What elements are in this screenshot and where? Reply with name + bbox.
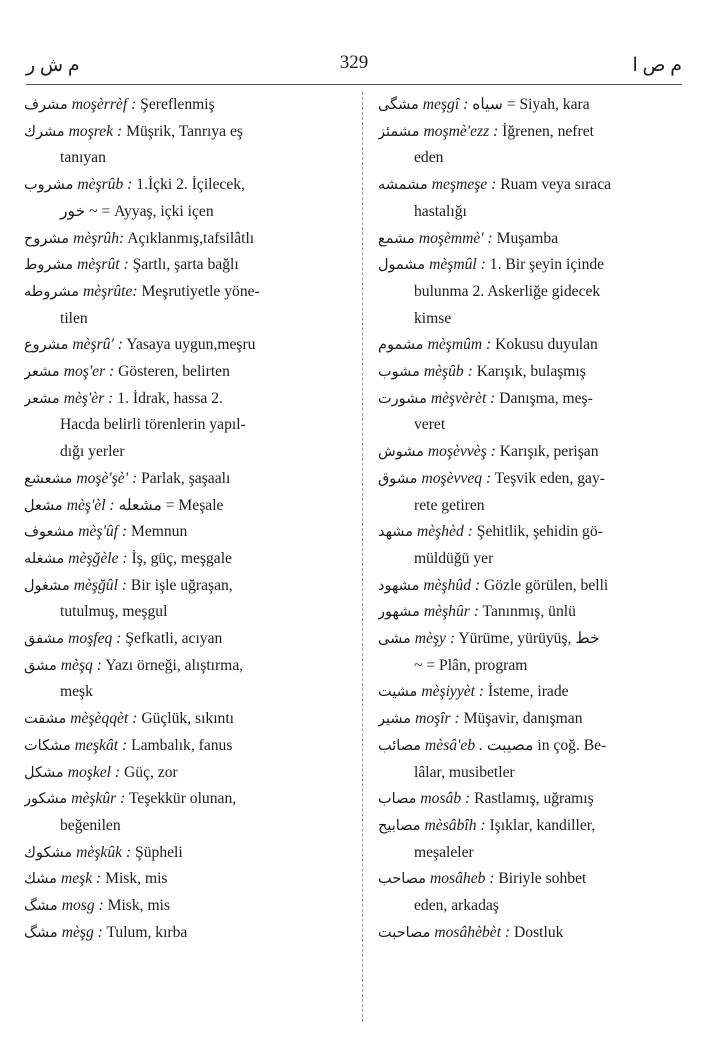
transliteration: mèşkûr : [71, 790, 126, 808]
definition-text: Misk, mis [107, 897, 170, 915]
arabic-headword: مشكل [24, 764, 64, 781]
header-right-letters: م ص ا [632, 55, 682, 76]
arabic-headword: مصابیح [378, 817, 421, 834]
header-rule [26, 84, 682, 85]
arabic-headword: مصائب [378, 737, 422, 754]
definition-text: Şüpheli [135, 843, 183, 861]
transliteration: mèsâbîh : [424, 816, 486, 834]
definition-text: lâlar, musibetler [414, 763, 515, 781]
dictionary-entry [24, 92, 344, 119]
entry-continuation [378, 306, 684, 333]
definition-text: İş, güç, meşgale [131, 549, 232, 567]
definition-text: خور ~ = Ayyaş, içki içen [60, 202, 214, 220]
definition-text: tanıyan [60, 149, 106, 167]
transliteration: moşèmmè' : [418, 229, 493, 247]
dictionary-entry [24, 920, 344, 947]
dictionary-entry [378, 332, 684, 359]
transliteration: mosg : [61, 897, 104, 915]
definition-text: eden, arkadaş [414, 897, 499, 915]
definition-text: 1. Bir şeyin içinde [489, 256, 605, 274]
definition-text: eden [414, 149, 444, 167]
definition-text: Açıklanmış,tafsilâtlı [127, 229, 255, 247]
entry-continuation [378, 653, 684, 680]
definition-text: ~ = Plân, program [414, 656, 528, 674]
definition-text: Karışık, perişan [499, 443, 599, 461]
definition-text: Parlak, şaşaalı [141, 469, 231, 487]
entry-continuation [378, 412, 684, 439]
transliteration: mèşmûl : [429, 256, 486, 274]
transliteration: mèşy : [414, 630, 456, 648]
arabic-headword: مشمئز [378, 123, 420, 140]
arabic-headword: مشكات [24, 737, 71, 754]
arabic-headword: مشموم [378, 337, 424, 354]
dictionary-entry [378, 466, 684, 493]
dictionary-entry [378, 252, 684, 279]
definition-text: tilen [60, 309, 88, 327]
dictionary-entry [24, 493, 344, 520]
definition-text: Şartlı, şarta bağlı [132, 256, 239, 274]
arabic-headword: مشمع [378, 230, 415, 247]
arabic-headword: مشروطه [24, 283, 80, 300]
dictionary-entry [378, 706, 684, 733]
entry-continuation [24, 199, 344, 226]
transliteration: moşèvvèş : [427, 443, 496, 461]
entry-continuation [24, 599, 344, 626]
definition-text: Gösteren, belirten [118, 363, 230, 381]
dictionary-entry [378, 386, 684, 413]
transliteration: moş'er : [63, 363, 115, 381]
right-column [378, 92, 684, 1052]
dictionary-entry [378, 813, 684, 840]
definition-text: Meşrutiyetle yöne- [141, 282, 260, 300]
arabic-headword: مشق [24, 657, 57, 674]
entry-continuation [378, 760, 684, 787]
transliteration: mèşèqqèt : [70, 710, 138, 728]
dictionary-entry [24, 546, 344, 573]
header-left-letters: م ش ر [26, 55, 80, 76]
arabic-headword: مشعل [24, 497, 63, 514]
arabic-headword: مشیر [378, 711, 412, 728]
entry-continuation [378, 893, 684, 920]
entry-continuation [24, 145, 344, 172]
arabic-headword: مشروب [24, 177, 74, 194]
arabic-headword: مصاحبت [378, 924, 431, 941]
arabic-headword: مشمول [378, 257, 426, 274]
definition-text: Teşekkür olunan, [128, 790, 237, 808]
definition-text: Ruam veya sıraca [500, 176, 612, 194]
entry-continuation [378, 199, 684, 226]
arabic-headword: مشفق [24, 631, 65, 648]
arabic-headword: مشك [24, 871, 57, 888]
entry-continuation [378, 840, 684, 867]
dictionary-entry [24, 386, 344, 413]
transliteration: mèşq : [60, 656, 102, 674]
transliteration: mèşğûl : [73, 576, 128, 594]
entry-continuation [378, 546, 684, 573]
arabic-headword: مشعوف [24, 524, 75, 541]
definition-text: Yürüme, yürüyüş, خط [458, 630, 600, 648]
arabic-headword: مشرف [24, 97, 68, 113]
definition-text: Gözle görülen, belli [483, 576, 609, 594]
definition-text: kimse [414, 309, 452, 327]
dictionary-entry [24, 466, 344, 493]
arabic-headword: مصاحب [378, 871, 426, 888]
entry-continuation [24, 306, 344, 333]
dictionary-entry [378, 599, 684, 626]
arabic-headword: مشرك [24, 123, 65, 140]
arabic-headword: مشورت [378, 390, 427, 407]
page-number: 329 [339, 52, 369, 73]
arabic-headword: مشكور [24, 791, 68, 808]
entry-continuation [24, 412, 344, 439]
definition-text: Kokusu duyulan [495, 336, 598, 354]
dictionary-entry [378, 92, 684, 119]
transliteration: moşfeq : [68, 630, 122, 648]
dictionary-entry [378, 626, 684, 653]
definition-text: Misk, mis [105, 870, 168, 888]
definition-text: veret [414, 416, 446, 434]
arabic-headword: مشهود [378, 577, 420, 594]
arabic-headword: مصاب [378, 791, 417, 808]
definition-text: مشعله = Meşale [118, 496, 224, 514]
definition-text: beğenilen [60, 816, 121, 834]
transliteration: mèşrûh: [73, 229, 125, 247]
dictionary-entry [378, 172, 684, 199]
definition-text: rete getiren [414, 496, 485, 514]
transliteration: mèş'èr : [63, 389, 114, 407]
definition-text: Dostluk [514, 923, 564, 941]
dictionary-entry [378, 679, 684, 706]
arabic-headword: مشگ [24, 924, 58, 941]
definition-text: Şereflenmiş [140, 96, 215, 113]
transliteration: mèşg : [61, 923, 103, 941]
definition-text: 1. İdrak, hassa 2. [117, 389, 223, 407]
dictionary-entry [378, 119, 684, 146]
arabic-headword: مشگ [24, 898, 58, 915]
transliteration: moşmè'ezz : [423, 122, 499, 140]
column-divider [362, 92, 363, 1022]
entry-continuation [378, 145, 684, 172]
definition-text: Güç, zor [124, 763, 178, 781]
definition-text: Tanınmış, ünlü [482, 603, 576, 621]
definition-text: meşk [60, 683, 93, 701]
dictionary-entry [24, 760, 344, 787]
definition-text: Memnun [130, 523, 188, 541]
arabic-headword: مشگی [378, 97, 419, 113]
transliteration: mèşhèd : [417, 523, 473, 541]
transliteration: mèşhûr : [423, 603, 479, 621]
dictionary-entry [24, 733, 344, 760]
definition-text: 1.İçki 2. İçilecek, [136, 176, 245, 194]
transliteration: mèşvèrèt : [430, 389, 496, 407]
arabic-headword: مشوش [378, 444, 424, 461]
transliteration: mèşiyyèt : [421, 683, 485, 701]
arabic-headword: مشهد [378, 524, 413, 541]
dictionary-entry [378, 439, 684, 466]
transliteration: mosâb : [420, 790, 471, 808]
definition-text: سیاه = Siyah, kara [472, 96, 590, 113]
dictionary-entry [24, 866, 344, 893]
transliteration: moşèvveq : [421, 469, 492, 487]
transliteration: mosâheb : [429, 870, 495, 888]
definition-text: Müşavir, danışman [463, 710, 583, 728]
arabic-headword: مشهور [378, 604, 420, 621]
dictionary-entry [378, 920, 684, 947]
transliteration: mèşrûb : [77, 176, 133, 194]
arabic-headword: مشیت [378, 684, 418, 701]
entry-continuation [24, 439, 344, 466]
dictionary-entry [24, 840, 344, 867]
dictionary-entry [24, 519, 344, 546]
entry-continuation [378, 279, 684, 306]
transliteration: moşîr : [415, 710, 460, 728]
transliteration: meşgî : [422, 96, 469, 113]
definition-text: Lambalık, fanus [131, 736, 233, 754]
dictionary-entry [378, 866, 684, 893]
entry-continuation [24, 813, 344, 840]
definition-text: Danışma, meş- [499, 389, 593, 407]
arabic-headword: مشكوك [24, 844, 73, 861]
dictionary-entry [24, 626, 344, 653]
dictionary-entry [24, 172, 344, 199]
transliteration: moşkel : [67, 763, 121, 781]
dictionary-entry [24, 279, 344, 306]
transliteration: mèşğèle : [68, 549, 128, 567]
dictionary-entry [24, 706, 344, 733]
dictionary-entry [378, 786, 684, 813]
definition-text: meşaleler [414, 843, 474, 861]
arabic-headword: مشعر [24, 364, 60, 381]
transliteration: mèşmûm : [427, 336, 492, 354]
arabic-headword: مشوق [378, 470, 418, 487]
dictionary-entry [24, 252, 344, 279]
transliteration: mèşrûte: [83, 282, 138, 300]
definition-text: İğrenen, nefret [502, 122, 594, 140]
definition-text: Güçlük, sıkıntı [141, 710, 235, 728]
definition-text: Karışık, bulaşmış [476, 363, 586, 381]
definition-text: Teşvik eden, gay- [494, 469, 605, 487]
dictionary-entry [24, 119, 344, 146]
definition-text: Tulum, kırba [106, 923, 188, 941]
page-header [26, 52, 682, 82]
dictionary-entry [378, 573, 684, 600]
dictionary-entry [24, 332, 344, 359]
definition-text: Rastlamış, uğramış [474, 790, 594, 808]
definition-text: tutulmuş, meşgul [60, 603, 168, 621]
transliteration: meşk : [60, 870, 102, 888]
dictionary-entry [24, 786, 344, 813]
definition-text: Şefkatli, acıyan [125, 630, 223, 648]
transliteration: mosâhèbèt : [434, 923, 511, 941]
definition-text: Müşrik, Tanrıya eş [126, 122, 243, 140]
dictionary-entry [24, 893, 344, 920]
arabic-headword: مشروع [24, 337, 69, 354]
entry-continuation [24, 679, 344, 706]
definition-text: Hacda belirli törenlerin yapıl- [60, 416, 246, 434]
definition-text: Biriyle sohbet [498, 870, 587, 888]
entry-continuation [378, 493, 684, 520]
definition-text: hastalığı [414, 202, 467, 220]
left-column [24, 92, 344, 1052]
definition-text: Şehitlik, şehidin gö- [476, 523, 603, 541]
definition-text: dığı yerler [60, 443, 125, 461]
arabic-headword: مشقت [24, 711, 67, 728]
dictionary-entry [378, 733, 684, 760]
dictionary-entry [24, 226, 344, 253]
transliteration: meşkât : [74, 736, 128, 754]
dictionary-entry [24, 653, 344, 680]
definition-text: Muşamba [496, 229, 559, 247]
transliteration: mèşkûk : [76, 843, 132, 861]
dictionary-entry [24, 359, 344, 386]
definition-text: müldüğü yer [414, 549, 494, 567]
transliteration: mèş'èl : [66, 496, 115, 514]
dictionary-entry [378, 519, 684, 546]
definition-text: Yazı örneği, alıştırma, [105, 656, 244, 674]
dictionary-entry [24, 573, 344, 600]
dictionary-entry [378, 359, 684, 386]
transliteration: moşèrrèf : [71, 96, 137, 113]
arabic-headword: مشعشع [24, 470, 73, 487]
arabic-headword: مشروح [24, 230, 70, 247]
transliteration: mèşûb : [423, 363, 473, 381]
transliteration: mèş'ûf : [78, 523, 128, 541]
definition-text: Yasaya uygun,meşru [126, 336, 256, 354]
definition-text: İsteme, irade [488, 683, 569, 701]
arabic-headword: مشمشه [378, 177, 428, 194]
transliteration: moşè'şè' : [76, 469, 138, 487]
transliteration: meşmeşe : [431, 176, 497, 194]
transliteration: moşrek : [68, 122, 123, 140]
transliteration: mèşrû' : [72, 336, 123, 354]
definition-text: مصیبت in çoğ. Be- [486, 736, 607, 754]
dictionary-entry [378, 226, 684, 253]
arabic-headword: مشوب [378, 364, 420, 381]
arabic-headword: مشعر [24, 390, 60, 407]
transliteration: mèşhûd : [423, 576, 481, 594]
arabic-headword: مشغول [24, 577, 70, 594]
definition-text: Bir işle uğraşan, [130, 576, 233, 594]
definition-text: bulunma 2. Askerliğe gidecek [414, 282, 601, 300]
transliteration: mèşrût : [77, 256, 129, 274]
arabic-headword: مشغله [24, 550, 65, 567]
definition-text: Işıklar, kandiller, [489, 816, 596, 834]
transliteration: mèsâ'eb . [425, 736, 483, 754]
arabic-headword: مشی [378, 631, 411, 648]
arabic-headword: مشروط [24, 257, 74, 274]
